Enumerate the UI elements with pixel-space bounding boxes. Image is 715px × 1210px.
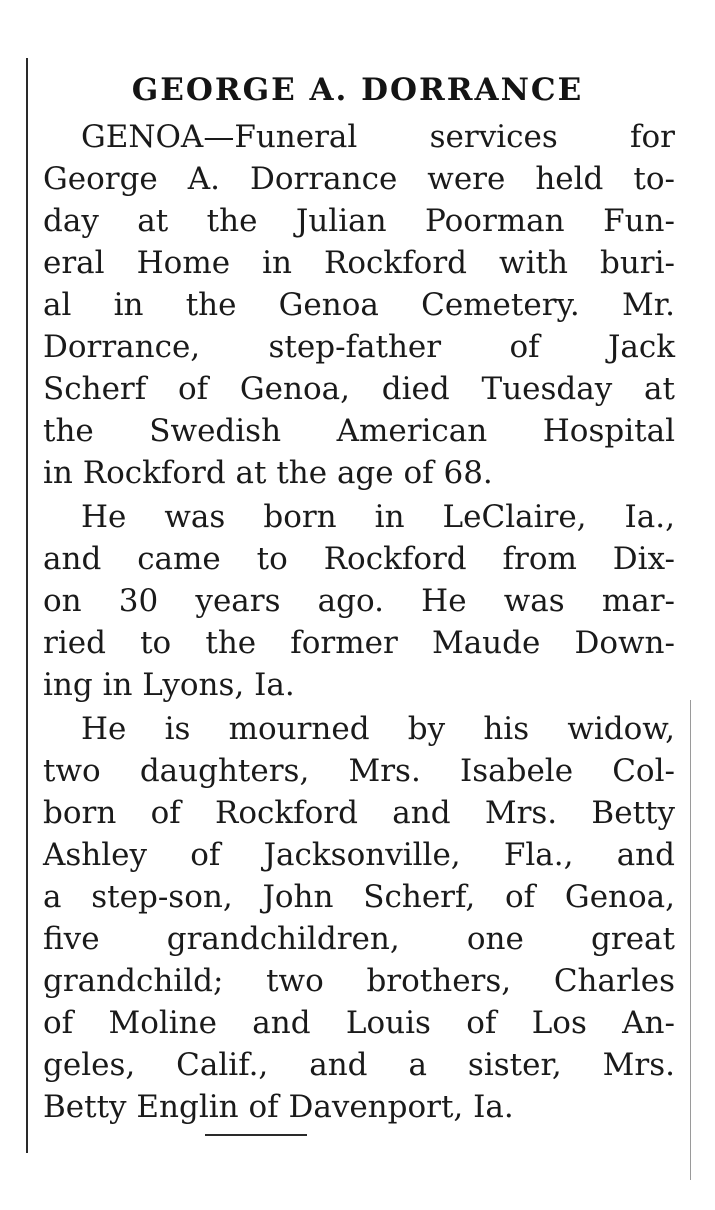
text-line: of Moline and Louis of Los An- [43,1005,675,1041]
text-line: George A. Dorrance were held to- [43,161,675,197]
text-line: al in the Genoa Cemetery. Mr. [43,287,675,323]
text-line: ing in Lyons, Ia. [43,667,295,703]
column-rule-left [26,58,28,1153]
text-line: and came to Rockford from Dix- [43,541,675,577]
text-line: in Rockford at the age of 68. [43,455,493,491]
end-of-article-rule [205,1134,307,1136]
text-line: eral Home in Rockford with buri- [43,245,675,281]
text-line: born of Rockford and Mrs. Betty [43,795,675,831]
paragraph-survivors [43,708,675,1128]
text-line: a step-son, John Scherf, of Genoa, [43,879,675,915]
text-line: five grandchildren, one great [43,921,675,957]
paragraph-services [43,116,675,494]
text-line: ried to the former Maude Down- [43,625,675,661]
text-line: Ashley of Jacksonville, Fla., and [43,837,675,873]
paragraph-biography [43,496,675,706]
obituary-headline: GEORGE A. DORRANCE [131,72,584,108]
column-rule-right [690,700,691,1180]
obituary-body [43,116,675,1128]
text-line: grandchild; two brothers, Charles [43,963,675,999]
text-line: day at the Julian Poorman Fun- [43,203,675,239]
text-line: two daughters, Mrs. Isabele Col- [43,753,675,789]
text-line: He is mourned by his widow, [81,711,675,747]
text-line: He was born in LeClaire, Ia., [81,499,675,535]
text-line: the Swedish American Hospital [43,413,675,449]
text-line: on 30 years ago. He was mar- [43,583,675,619]
text-line: Scherf of Genoa, died Tuesday at [43,371,675,407]
text-line: geles, Calif., and a sister, Mrs. [43,1047,675,1083]
text-line: Betty Englin of Davenport, Ia. [43,1089,514,1125]
text-line: GENOA—Funeral services for [81,119,675,155]
text-line: Dorrance, step-father of Jack [43,329,675,365]
